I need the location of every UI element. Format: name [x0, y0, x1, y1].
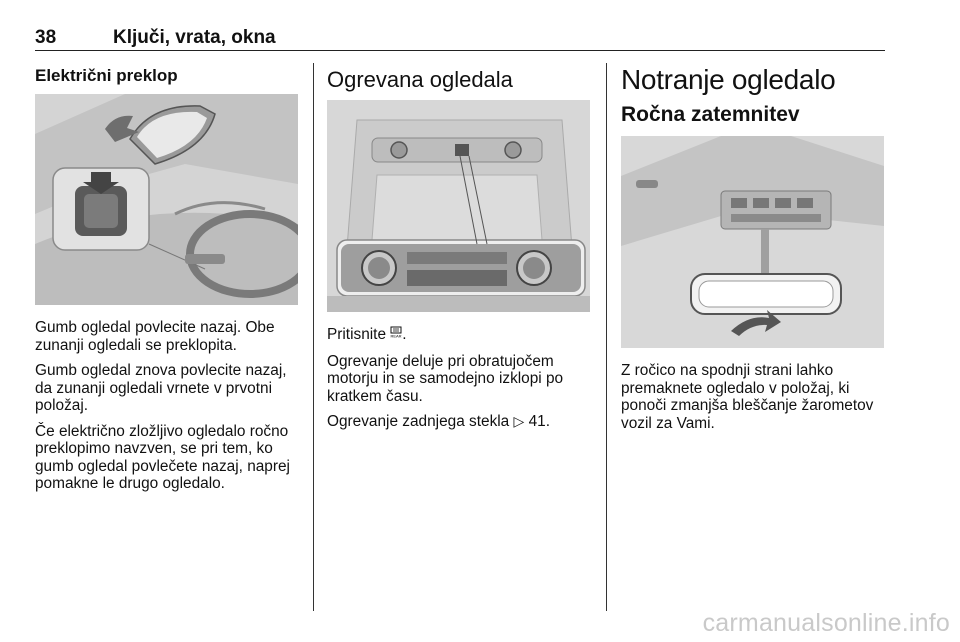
column-interior-mirror [621, 60, 887, 440]
ref-text: Ogrevanje zadnjega stekla [327, 413, 510, 430]
header-divider [35, 50, 885, 51]
page-reference-arrow-icon: ▷ [513, 413, 525, 429]
section-heading-interior-mirror: Notranje ogledalo [621, 64, 836, 95]
column-divider-2 [606, 63, 607, 611]
column-electric-folding [35, 60, 300, 501]
mirror-fold-illustration [35, 94, 298, 305]
column-divider-1 [313, 63, 314, 611]
subheading-manual-dimming: Ročna zatemnitev [621, 103, 800, 126]
watermark: carmanualsonline.info [702, 609, 950, 637]
paragraph-heating: Ogrevanje deluje pri obratujočem motorju in se samodejno izklopi po kratkem času. [327, 352, 564, 405]
section-heading-heated-mirrors: Ogrevana ogledala [327, 67, 513, 92]
paragraph-3: Če električno zložljivo ogledalo ročno preklopimo navzven, se pri tem, ko gumb ogledal povlečete nazaj, naprej pomakne le drugo ogledalo. [35, 422, 290, 492]
svg-text:REAR: REAR [390, 333, 402, 338]
press-end: . [402, 326, 407, 343]
page-number: 38 [35, 27, 57, 48]
press-text: Pritisnite [327, 326, 387, 343]
chapter-title: Ključi, vrata, okna [113, 27, 276, 48]
column-heated-mirrors [327, 60, 593, 439]
interior-mirror-illustration [621, 136, 884, 348]
climate-panel-illustration [327, 100, 590, 312]
section-heading-electric-folding: Električni preklop [35, 66, 178, 85]
press-instruction [327, 326, 593, 345]
ref-page[interactable]: 41. [528, 413, 550, 430]
paragraph-2: Gumb ogledal znova povlecite nazaj, da zunanji ogledali vrnete v prvotni položaj. [35, 362, 287, 414]
paragraph-1: Gumb ogledal povlecite nazaj. Obe zunanji ogledali se preklopita. [35, 319, 275, 354]
rear-window-heater-icon [390, 326, 402, 345]
page-header [35, 27, 885, 51]
paragraph-mirror-dimming: Z ročico na spodnji strani lahko premaknete ogledalo v položaj, ki ponoči zmanjša bleščanje žarometov vozil za Vami. [621, 362, 874, 432]
rear-window-reference [327, 413, 593, 431]
